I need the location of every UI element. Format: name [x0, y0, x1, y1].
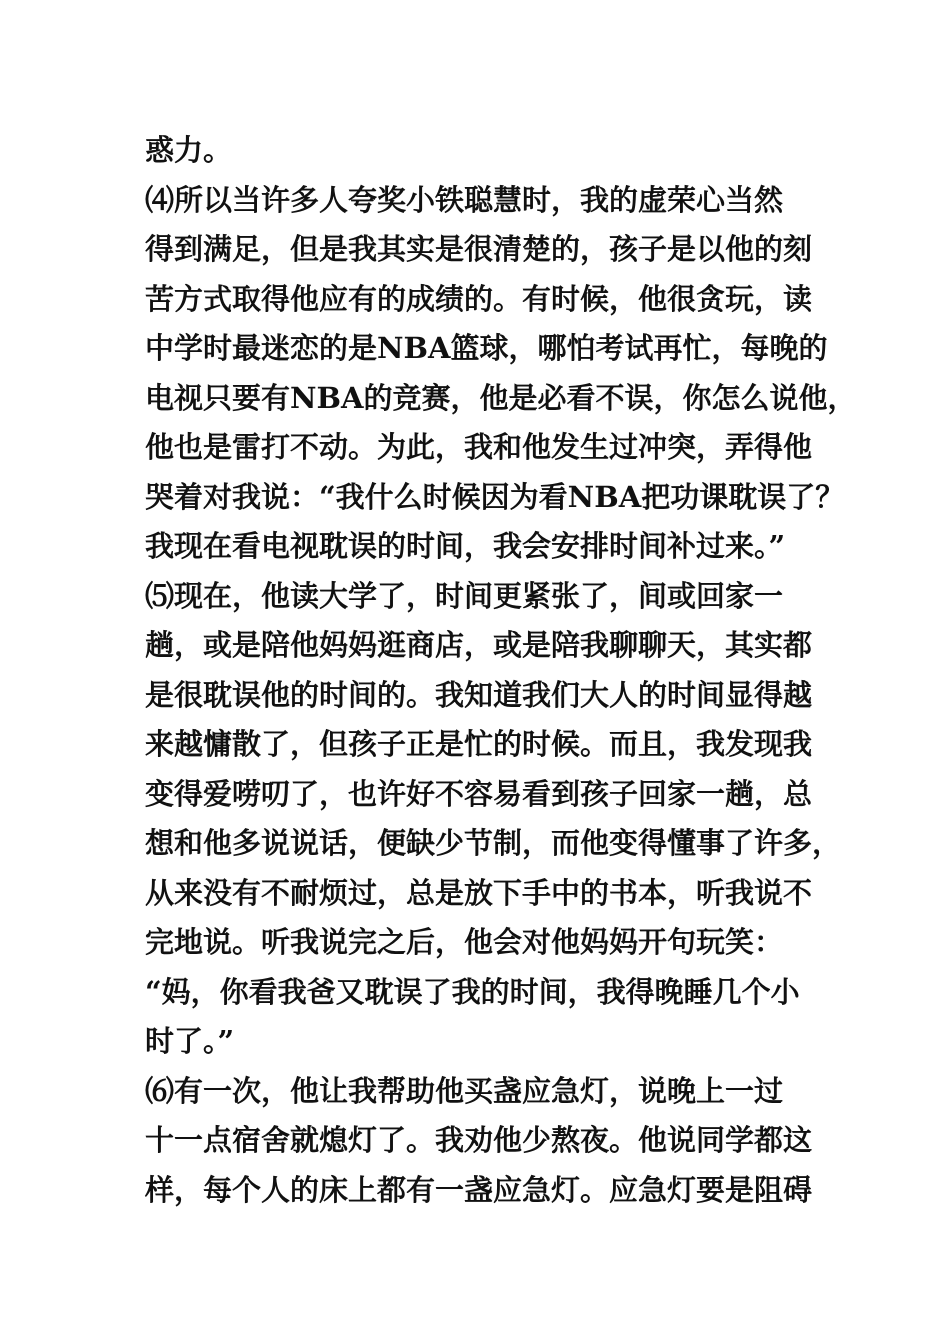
- text-line: 样，每个人的床上都有一盏应急灯。应急灯要是阻碍: [145, 1172, 813, 1207]
- text-line: 完地说。听我说完之后，他会对他妈妈开句玩笑：: [145, 925, 784, 959]
- text-line: 电视只要有NBA的竞赛，他是必看不误，你怎么说他，: [145, 380, 857, 415]
- text-line: 是很耽误他的时间的。我知道我们大人的时间显得越: [145, 677, 813, 712]
- text-line: 趟，或是陪他妈妈逛商店，或是陪我聊聊天，其实都: [145, 628, 813, 662]
- text-line: ⑹有一次，他让我帮助他买盏应急灯，说晚上一过: [145, 1073, 784, 1108]
- text-line: 来越慵散了，但孩子正是忙的时候。而且，我发现我: [145, 727, 813, 761]
- text-line: 惑力。: [145, 133, 233, 167]
- text-line: 变得爱唠叨了，也许好不容易看到孩子回家一趟，总: [145, 776, 813, 811]
- text-line: 得到满足，但是我其实是很清楚的，孩子是以他的刻: [145, 232, 813, 266]
- text-line: 中学时最迷恋的是NBA篮球，哪怕考试再忙，每晚的: [145, 331, 828, 365]
- text-line: 时了。”: [145, 1024, 235, 1058]
- text-line: ⑸现在，他读大学了，时间更紧张了，间或回家一: [145, 578, 784, 613]
- text-line: “妈，你看我爸又耽误了我的时间，我得晚睡几个小: [145, 974, 800, 1009]
- body-text: [145, 126, 857, 1215]
- text-line: 想和他多说说话，便缺少节制，而他变得懂事了许多，: [145, 826, 842, 860]
- text-line: 我现在看电视耽误的时间，我会安排时间补过来。”: [145, 529, 786, 563]
- text-line: 苦方式取得他应有的成绩的。有时候，他很贪玩，读: [145, 281, 813, 316]
- text-line: 从来没有不耐烦过，总是放下手中的书本，听我说不: [145, 875, 813, 910]
- text-line: 哭着对我说：“我什么时候因为看NBA把功课耽误了？: [145, 479, 845, 514]
- text-line: ⑷所以当许多人夸奖小铁聪慧时，我的虚荣心当然: [145, 182, 784, 217]
- text-line: 他也是雷打不动。为此，我和他发生过冲突，弄得他: [145, 430, 813, 464]
- text-line: 十一点宿舍就熄灯了。我劝他少熬夜。他说同学都这: [145, 1123, 813, 1157]
